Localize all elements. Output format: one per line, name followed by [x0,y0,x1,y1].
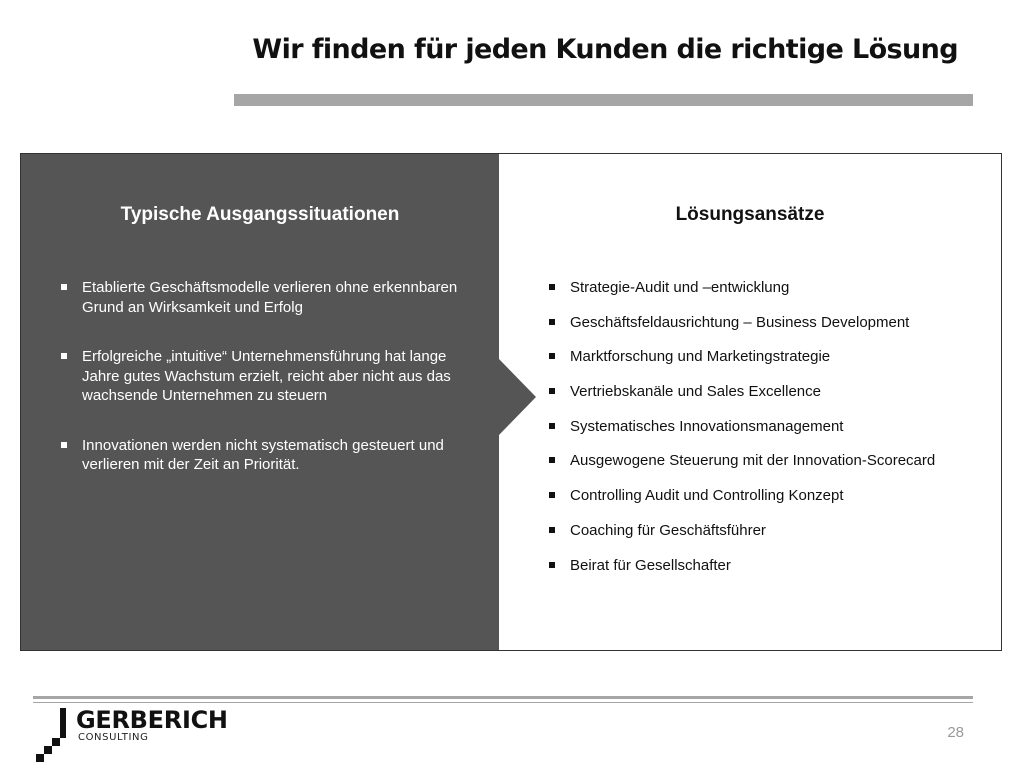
list-item [61,278,461,317]
square-bullet-icon [61,442,67,448]
content-box [20,153,1002,651]
square-bullet-icon [549,353,555,359]
list-item [61,347,461,406]
list-item [549,382,999,402]
square-bullet-icon [549,457,555,463]
logo-name: GERBERICH [76,706,228,734]
square-bullet-icon [549,319,555,325]
list-item-text: Ausgewogene Steuerung mit der Innovation-Scorecard [570,452,936,470]
company-logo [30,704,240,766]
list-item-text: Strategie-Audit und –entwicklung [570,279,790,296]
right-panel-heading: Lösungsansätze [675,204,825,225]
square-bullet-icon [549,284,555,290]
list-item-text: Geschäftsfeldausrichtung – Business Development [570,313,910,331]
list-item [549,451,999,471]
list-item-text: Controlling Audit und Controlling Konzept [570,487,844,505]
list-item-text: Vertriebskanäle und Sales Excellence [570,383,821,401]
square-bullet-icon [549,562,555,568]
gerberich-stair-logo-icon [30,704,70,766]
title-underline-bar [234,94,973,106]
left-panel-typical-situations [21,154,499,650]
right-panel-solutions [499,154,1001,650]
list-item-text: Erfolgreiche „intuitive“ Unternehmensführung hat lange Jahre gutes Wachstum erzielt, reicht aber nicht aus das wachsende Unternehmen zu steuern [82,348,451,404]
square-bullet-icon [61,284,67,290]
footer-divider [33,696,973,699]
list-item [549,417,999,437]
slide-title: Wir finden für jeden Kunden die richtige Lösung [252,34,958,65]
list-item [549,347,999,367]
solutions-list [549,278,999,590]
list-item-text: Systematisches Innovationsmanagement [570,417,844,435]
list-item-text: Beirat für Gesellschafter [570,556,731,574]
footer-divider-thin [33,702,973,703]
list-item-text: Etablierte Geschäftsmodelle verlieren ohne erkennbaren Grund an Wirksamkeit und Erfolg [82,279,458,316]
square-bullet-icon [61,353,67,359]
square-bullet-icon [549,423,555,429]
list-item [549,278,999,298]
left-panel-heading: Typische Ausgangssituationen [120,204,400,225]
page-number: 28 [947,724,964,741]
square-bullet-icon [549,527,555,533]
list-item [549,556,999,576]
list-item-text: Innovationen werden nicht systematisch gesteuert und verlieren mit der Zeit an Priorität. [82,436,444,473]
list-item [549,313,999,333]
list-item-text: Marktforschung und Marketingstrategie [570,348,831,366]
list-item [61,436,461,475]
situations-list [61,278,461,505]
list-item [549,521,999,541]
list-item-text: Coaching für Geschäftsführer [570,521,766,539]
list-item [549,486,999,506]
square-bullet-icon [549,492,555,498]
square-bullet-icon [549,388,555,394]
logo-subtitle: CONSULTING [78,732,149,743]
